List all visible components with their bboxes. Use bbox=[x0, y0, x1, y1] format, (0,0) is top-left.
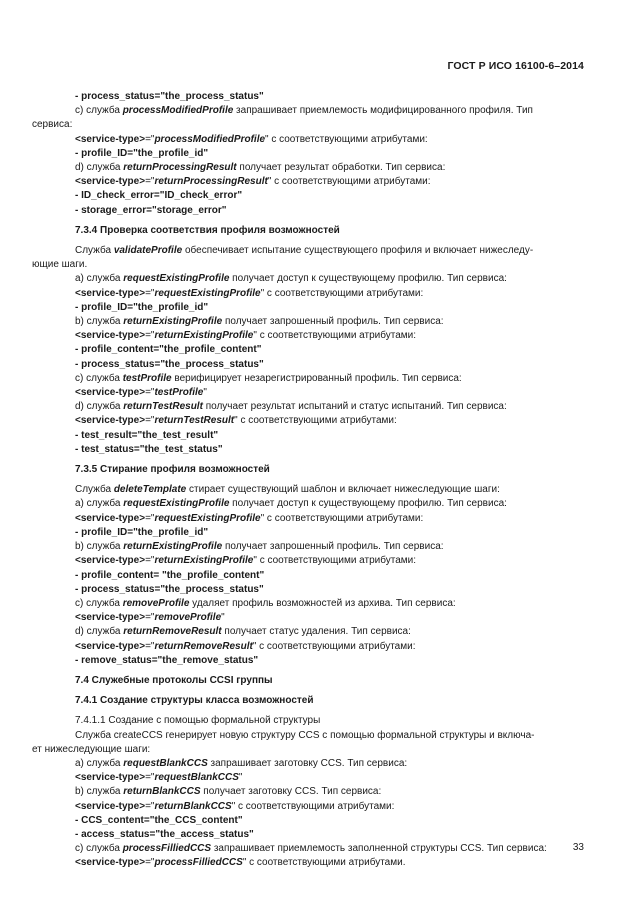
service-step-line: c) служба processFilliedCCS запрашивает приемлемость заполненной структуры CCS. Тип сервиса: bbox=[75, 843, 547, 855]
subsection-heading: 7.4.1 Создание структуры класса возможностей bbox=[75, 695, 314, 707]
document-code-header: ГОСТ Р ИСО 16100-6–2014 bbox=[447, 60, 584, 72]
service-type-line: <service-type>="processModifiedProfile" с соответствующими атрибутами: bbox=[75, 133, 428, 145]
service-step-line: b) служба returnExistingProfile получает запрошенный профиль. Тип сервиса: bbox=[75, 541, 444, 553]
continuation-line: ет нижеследующие шаги: bbox=[32, 743, 151, 755]
service-type-line: <service-type>="returnExistingProfile" с соответствующими атрибутами: bbox=[75, 555, 417, 567]
section-heading: 7.3.5 Стирание профиля возможностей bbox=[75, 464, 270, 476]
service-step-line: a) служба requestExistingProfile получает доступ к существующему профилю. Тип сервиса: bbox=[75, 498, 507, 510]
service-step-line: a) служба requestExistingProfile получает доступ к существующему профилю. Тип сервиса: bbox=[75, 273, 507, 285]
service-type-line: <service-type>="removeProfile" bbox=[75, 612, 225, 624]
attribute-line: - profile_ID="the_profile_id" bbox=[75, 301, 209, 313]
attribute-line: - profile_ID="the_profile_id" bbox=[75, 147, 209, 159]
continuation-line: ющие шаги. bbox=[32, 259, 88, 271]
service-type-line: <service-type>="processFilliedCCS" с соответствующими атрибутами. bbox=[75, 857, 406, 869]
service-type-line: <service-type>="requestExistingProfile" с соответствующими атрибутами: bbox=[75, 512, 424, 524]
attribute-line: - CCS_content="the_CCS_content" bbox=[75, 814, 243, 826]
attribute-line: - remove_status="the_remove_status" bbox=[75, 654, 259, 666]
attribute-line: - profile_content="the_profile_content" bbox=[75, 344, 262, 356]
body-text bbox=[32, 90, 584, 871]
service-step-line: b) служба returnBlankCCS получает заготовку CCS. Тип сервиса: bbox=[75, 786, 382, 798]
paragraph-line: Служба validateProfile обеспечивает испытание существующего профиля и включает нижеследу- bbox=[75, 245, 534, 257]
attribute-line: - process_status="the_process_status" bbox=[75, 91, 264, 102]
service-step-line: a) служба requestBlankCCS запрашивает заготовку CCS. Тип сервиса: bbox=[75, 757, 408, 769]
continuation-line: сервиса: bbox=[32, 119, 73, 131]
service-type-line: <service-type>="returnRemoveResult" с соответствующими атрибутами: bbox=[75, 640, 416, 652]
service-step-line: b) служба returnExistingProfile получает запрошенный профиль. Тип сервиса: bbox=[75, 316, 444, 328]
attribute-line: - storage_error="storage_error" bbox=[75, 204, 227, 216]
service-type-line: <service-type>="testProfile" bbox=[75, 387, 207, 399]
service-type-line: <service-type>="returnExistingProfile" с соответствующими атрибутами: bbox=[75, 330, 417, 342]
service-step-line: c) служба removeProfile удаляет профиль возможностей из архива. Тип сервиса: bbox=[75, 597, 456, 609]
service-type-line: <service-type>="returnProcessingResult" с соответствующими атрибутами: bbox=[75, 176, 431, 188]
service-type-line: <service-type>="requestBlankCCS" bbox=[75, 772, 243, 784]
attribute-line: - test_result="the_test_result" bbox=[75, 429, 219, 441]
attribute-line: - access_status="the_access_status" bbox=[75, 828, 254, 840]
service-type-line: <service-type>="requestExistingProfile" с соответствующими атрибутами: bbox=[75, 287, 424, 299]
attribute-line: - ID_check_error="ID_check_error" bbox=[75, 190, 243, 202]
page-number: 33 bbox=[572, 842, 584, 853]
service-type-line: <service-type>="returnBlankCCS" с соответствующими атрибутами: bbox=[75, 800, 395, 812]
attribute-line: - profile_content= "the_profile_content" bbox=[75, 569, 265, 581]
service-step-line: c) служба processModifiedProfile запрашивает приемлемость модифицированного профиля. Тип bbox=[75, 105, 533, 117]
clause-title: 7.4.1.1 Создание с помощью формальной структуры bbox=[75, 715, 321, 727]
section-heading: 7.3.4 Проверка соответствия профиля возможностей bbox=[75, 224, 340, 236]
attribute-line: - process_status="the_process_status" bbox=[75, 358, 264, 370]
paragraph-line: Служба createCCS генерирует новую структуру CCS с помощью формальной структуры и включа- bbox=[75, 729, 535, 741]
service-step-line: d) служба returnRemoveResult получает статус удаления. Тип сервиса: bbox=[75, 626, 411, 638]
paragraph-line: Служба deleteTemplate стирает существующий шаблон и включает нижеследующие шаги: bbox=[75, 484, 500, 496]
service-step-line: d) служба returnTestResult получает результат испытаний и статус испытаний. Тип сервиса: bbox=[75, 401, 507, 413]
service-step-line: d) служба returnProcessingResult получает результат обработки. Тип сервиса: bbox=[75, 162, 446, 174]
attribute-line: - process_status="the_process_status" bbox=[75, 583, 264, 595]
service-type-line: <service-type>="returnTestResult" с соответствующими атрибутами: bbox=[75, 415, 397, 427]
attribute-line: - profile_ID="the_profile_id" bbox=[75, 526, 209, 538]
service-step-line: c) служба testProfile верифицирует незарегистрированный профиль. Тип сервиса: bbox=[75, 372, 462, 384]
attribute-line: - test_status="the_test_status" bbox=[75, 443, 223, 455]
section-heading: 7.4 Служебные протоколы CCSI группы bbox=[75, 674, 273, 686]
